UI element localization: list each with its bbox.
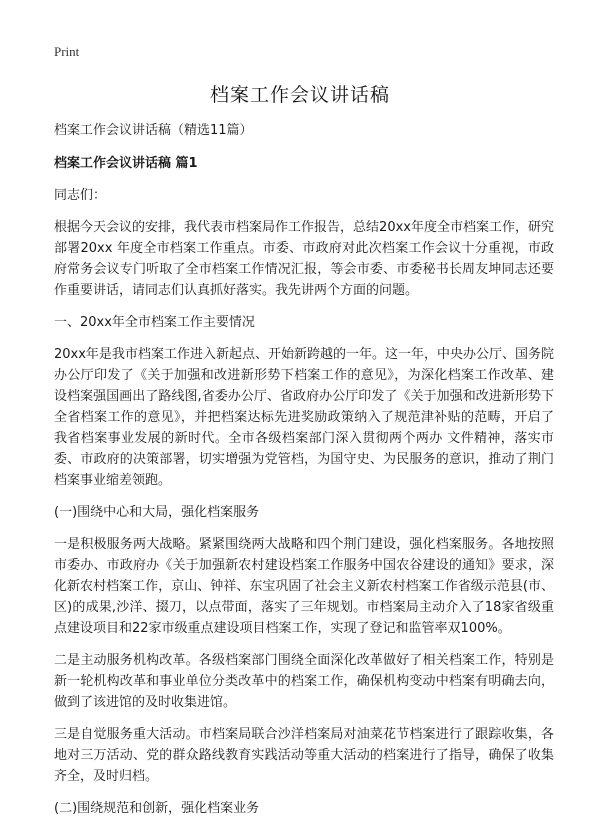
paragraph-point-two: 二是主动服务机构改革。各级档案部门围绕全面深化改革做好了相关档案工作，特别是新一轮机构改革和事业单位分类改革中的档案工作，确保机构变动中档案有明确去向，做到了该进馆的及时收集进馆。	[54, 653, 554, 710]
paragraph-point-three: 三是自觉服务重大活动。市档案局联合沙洋档案局对油菜花节档案进行了跟踪收集，各地对三万活动、党的群众路线教育实践活动等重大活动的档案进行了指导，确保了收集齐全，及时归档。	[54, 727, 554, 784]
section-title: 档案工作会议讲话稿 篇1	[54, 156, 198, 171]
document-title: 档案工作会议讲话稿	[209, 84, 390, 106]
paragraph-overview: 20xx年是我市档案工作进入新起点、开始新跨越的一年。这一年，中央办公厅、国务院办公厅印发了《关于加强和改进新形势下档案工作的意见》，为深化档案工作改革、建设档案强国画出了路线图,省委办公厅、省政府办公厅印发了《关于加强和改进新形势下全省档案工作的意见》，并把档案达标先进奖励政策纳入了规范津补贴的范畴，开启了我省档案事业发展的新时代。全市各级档案部门深入贯彻两个两办 文件精神，落实市委、市政府的决策部署，切实增强为党管档，为国守史、为民服务的意识，推动了荆门档案事业缩差领跑。	[54, 347, 554, 488]
print-label: Print	[54, 44, 80, 59]
heading-subsection-two: (二)围绕规范和创新，强化档案业务	[54, 801, 260, 816]
heading-subsection-one: (一)围绕中心和大局，强化档案服务	[54, 505, 260, 520]
greeting: 同志们：	[54, 188, 107, 203]
paragraph-point-one: 一是积极服务两大战略。紧紧围绕两大战略和四个荆门建设，强化档案服务。各地按照市委办、市政府办《关于加强新农村建设档案工作服务中国农谷建设的通知》要求，深化新农村档案工作，京山、钟祥、东宝巩固了社会主义新农村档案工作省级示范县(市、区)的成果,沙洋、掇刀，以点带面，落实了三年规划。市档案局主动介入了18家省级重点建设项目和22家市级重点建设项目档案工作，实现了登记和监管率双100%。	[54, 537, 554, 636]
document-subtitle: 档案工作会议讲话稿（精选11篇）	[54, 123, 253, 138]
paragraph-intro: 根据今天会议的安排，我代表市档案局作工作报告，总结20xx年度全市档案工作，研究部署20xx 年度全市档案工作重点。市委、市政府对此次档案工作会议十分重视，市政府常务会议专门听取了全市档案工作情况汇报，等会市委、市委秘书长周友坤同志还要作重要讲话，请同志们认真抓好落实。我先讲两个方面的问题。	[54, 220, 554, 298]
heading-section-one: 一、20xx年全市档案工作主要情况	[54, 315, 255, 330]
document-body	[54, 120, 554, 830]
